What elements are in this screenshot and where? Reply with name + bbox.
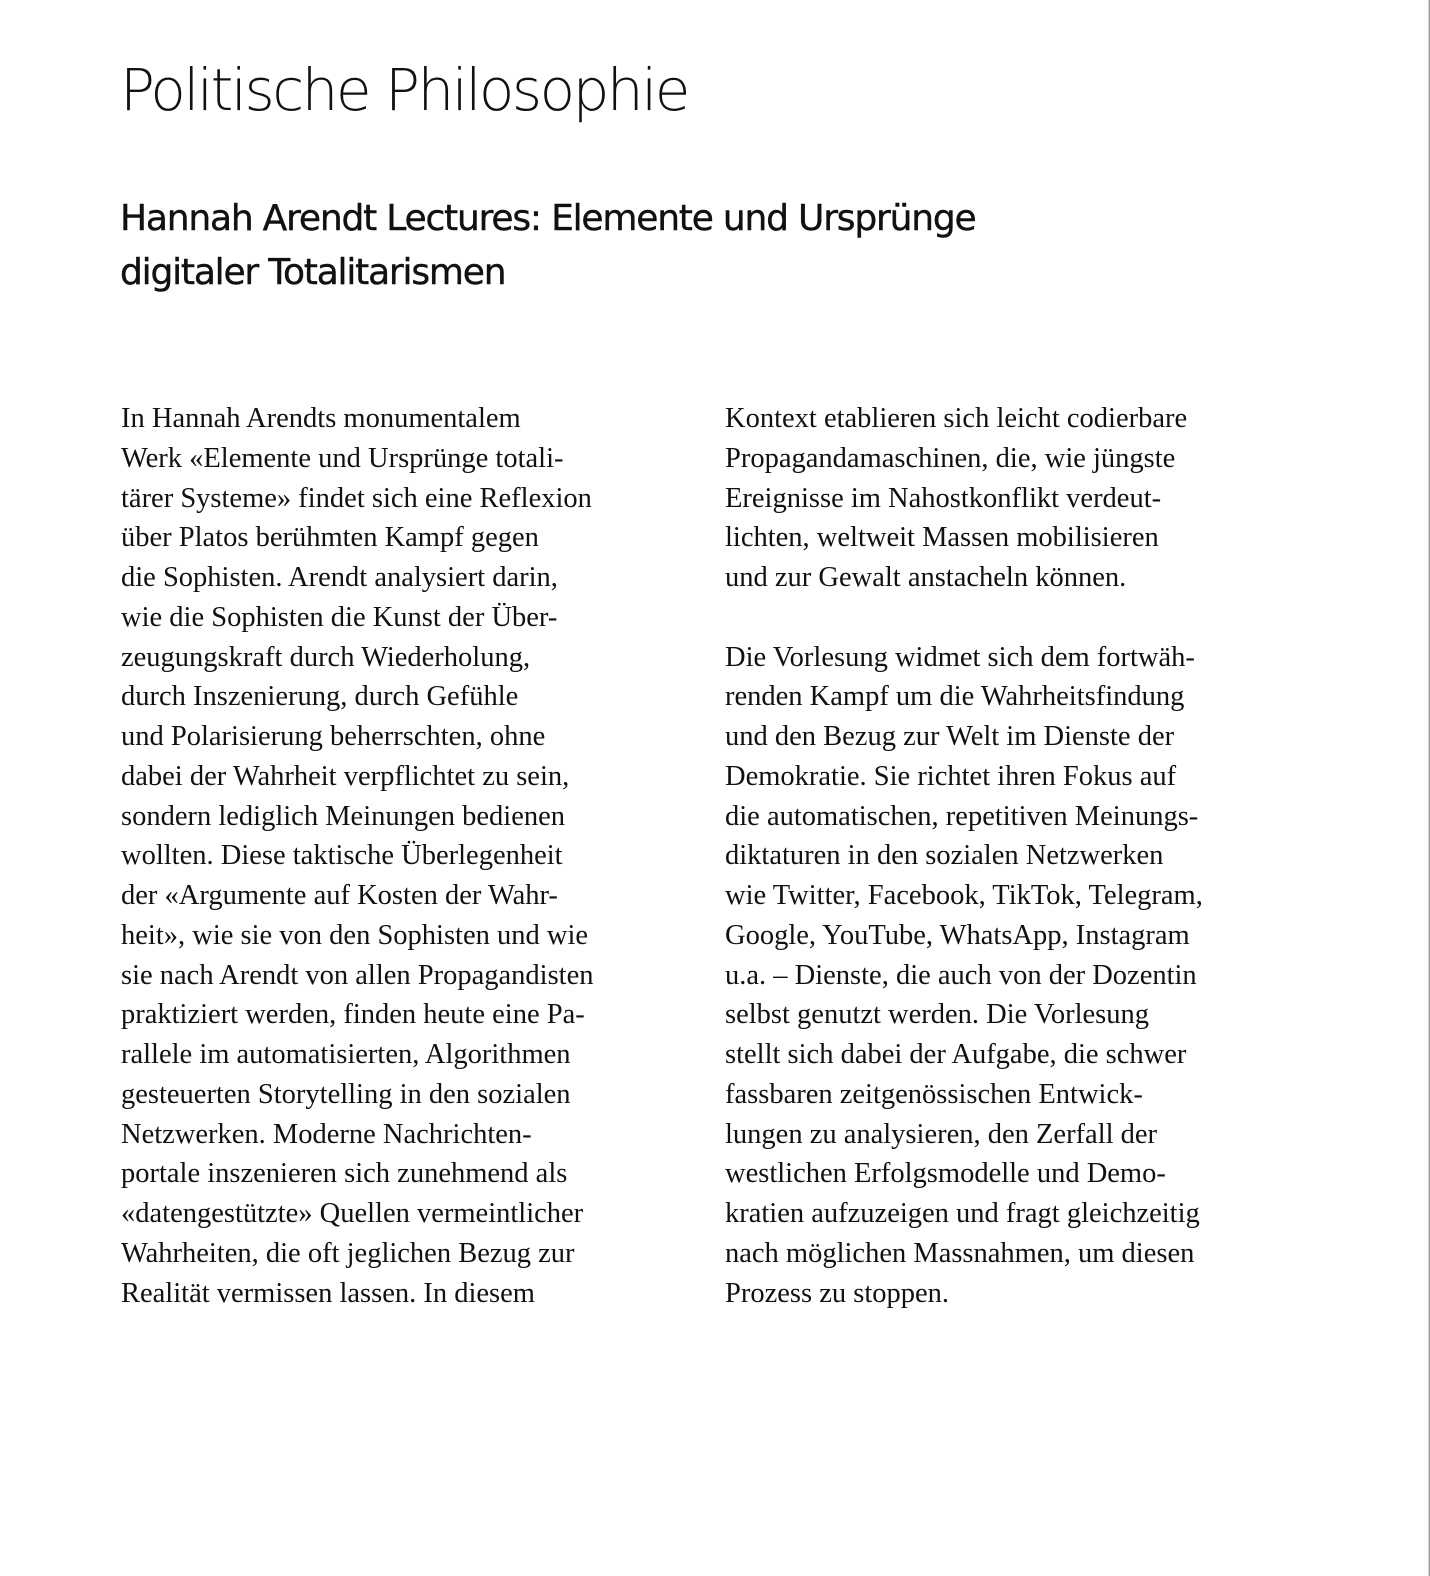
text-line: heit», wie sie von den Sophisten und wie <box>121 919 589 951</box>
text-line: fassbaren zeitgenössischen Entwick- <box>725 1078 1143 1110</box>
paragraph-spacer <box>725 598 1315 638</box>
text-line: und den Bezug zur Welt im Dienste der <box>725 721 1175 752</box>
text-line: sie nach Arendt von allen Propagandisten <box>121 959 594 991</box>
text-line: lichten, weltweit Massen mobilisieren <box>725 522 1159 554</box>
text-line: lungen zu analysieren, den Zerfall der <box>725 1118 1158 1150</box>
text-line: portale inszenieren sich zunehmend als <box>121 1158 568 1190</box>
text-line: nach möglichen Massnahmen, um diesen <box>725 1237 1195 1269</box>
text-line: die automatischen, repetitiven Meinungs- <box>725 800 1199 832</box>
text-line: Werk «Elemente und Ursprünge totali- <box>121 442 564 474</box>
text-line: westlichen Erfolgsmodelle und Demo- <box>725 1158 1166 1190</box>
text-line: Kontext etablieren sich leicht codierbare <box>725 403 1188 434</box>
text-line: In Hannah Arendts monumentalem <box>121 403 521 434</box>
text-line: Google, YouTube, WhatsApp, Instagram <box>725 919 1190 951</box>
lecture-title-line: Hannah Arendt Lectures: Elemente und Ursprünge <box>120 198 976 239</box>
text-line: und Polarisierung beherrschten, ohne <box>121 721 546 752</box>
text-line: Wahrheiten, die oft jeglichen Bezug zur <box>121 1237 575 1269</box>
text-line: sondern lediglich Meinungen bedienen <box>121 800 566 832</box>
body-column-left <box>121 399 701 1313</box>
text-line: u.a. – Dienste, die auch von der Dozentin <box>725 959 1197 991</box>
section-title: Politische Philosophie <box>120 56 688 124</box>
text-line: die Sophisten. Arendt analysiert darin, <box>121 562 558 593</box>
text-line: durch Inszenierung, durch Gefühle <box>121 681 519 713</box>
text-line: rallele im automatisierten, Algorithmen <box>121 1039 571 1070</box>
lecture-title-line: digitaler Totalitarismen <box>120 252 506 293</box>
text-line: «datengestützte» Quellen vermeintlicher <box>121 1198 584 1229</box>
text-line: Propagandamaschinen, die, wie jüngste <box>725 442 1176 474</box>
text-line: stellt sich dabei der Aufgabe, die schwer <box>725 1039 1187 1070</box>
text-line: selbst genutzt werden. Die Vorlesung <box>725 999 1149 1031</box>
text-line: Die Vorlesung widmet sich dem fortwäh- <box>725 641 1195 673</box>
text-line: Realität vermissen lassen. In diesem <box>121 1277 535 1309</box>
lecture-title <box>120 192 1120 300</box>
text-line: gesteuerten Storytelling in den sozialen <box>121 1078 571 1110</box>
text-line: Netzwerken. Moderne Nachrichten- <box>121 1118 532 1150</box>
text-line: wollten. Diese taktische Überlegenheit <box>121 840 563 872</box>
text-line: praktiziert werden, finden heute eine Pa- <box>121 999 585 1031</box>
text-line: über Platos berühmten Kampf gegen <box>121 522 539 554</box>
text-line: diktaturen in den sozialen Netzwerken <box>725 840 1164 872</box>
text-line: und zur Gewalt anstacheln können. <box>725 562 1127 593</box>
text-line: zeugungskraft durch Wiederholung, <box>121 641 531 673</box>
body-column-right <box>725 399 1315 1313</box>
text-line: Prozess zu stoppen. <box>725 1277 950 1309</box>
text-line: renden Kampf um die Wahrheitsfindung <box>725 681 1185 713</box>
text-line: wie die Sophisten die Kunst der Über- <box>121 601 558 633</box>
text-line: der «Argumente auf Kosten der Wahr- <box>121 880 558 911</box>
text-line: tärer Systeme» findet sich eine Reflexion <box>121 482 592 514</box>
text-line: wie Twitter, Facebook, TikTok, Telegram, <box>725 880 1203 911</box>
text-line: kratien aufzuzeigen und fragt gleichzeitig <box>725 1198 1200 1229</box>
paragraph <box>725 638 1315 1314</box>
paragraph <box>725 399 1315 598</box>
text-line: Ereignisse im Nahostkonflikt verdeut- <box>725 482 1162 514</box>
text-line: dabei der Wahrheit verpflichtet zu sein, <box>121 760 570 792</box>
text-line: Demokratie. Sie richtet ihren Fokus auf <box>725 760 1177 792</box>
